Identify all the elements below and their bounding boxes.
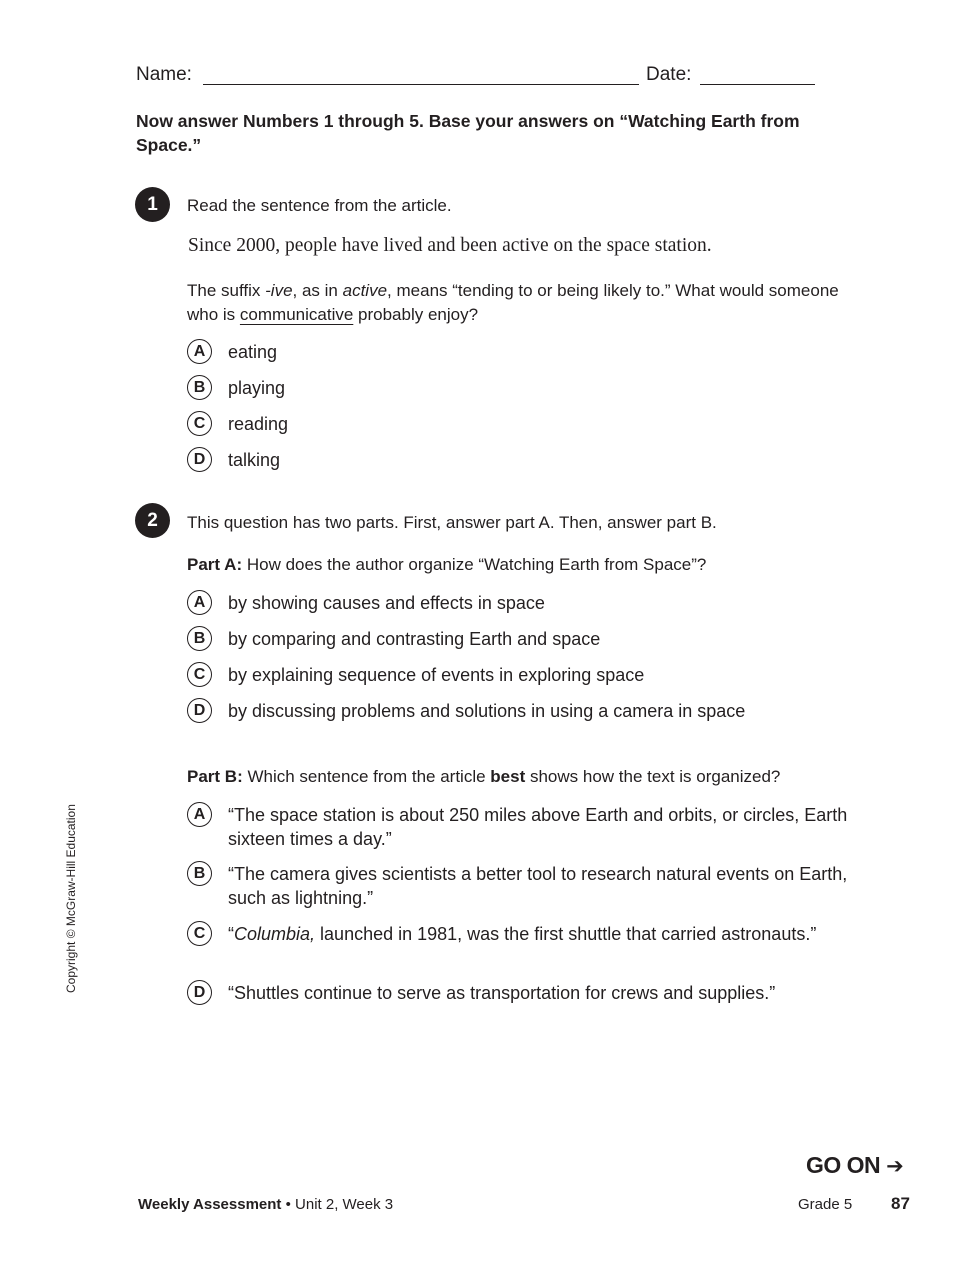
bubble-a[interactable]: A <box>187 802 212 827</box>
q2a-option-b[interactable]: B by comparing and contrasting Earth and space <box>187 627 848 651</box>
instructions: Now answer Numbers 1 through 5. Base your answers on “Watching Earth from Space.” <box>136 111 800 155</box>
bubble-c[interactable]: C <box>187 921 212 946</box>
part-a-question: Part A: How does the author organize “Watching Earth from Space”? <box>187 555 707 574</box>
bubble-b[interactable]: B <box>187 626 212 651</box>
bubble-d[interactable]: D <box>187 980 212 1005</box>
q2b-option-d[interactable]: D “Shuttles continue to serve as transportation for crews and supplies.” <box>187 981 848 1005</box>
bubble-a[interactable]: A <box>187 339 212 364</box>
q1-option-b[interactable]: B playing <box>187 376 848 400</box>
bubble-c[interactable]: C <box>187 411 212 436</box>
q2b-option-a[interactable]: A “The space station is about 250 miles above Earth and orbits, or circles, Earth sixteen times a day.” <box>187 803 848 851</box>
bubble-a[interactable]: A <box>187 590 212 615</box>
question-1-stem: The suffix -ive, as in active, means “tending to or being likely to.” What would someone who is communicative probably enjoy? <box>187 281 839 324</box>
footer-assessment: Weekly Assessment • Unit 2, Week 3 <box>138 1196 394 1213</box>
name-label: Name: <box>136 64 192 85</box>
copyright-notice: Copyright © McGraw-Hill Education <box>64 804 78 993</box>
name-field[interactable] <box>203 84 639 85</box>
date-label: Date: <box>646 64 692 85</box>
bubble-b[interactable]: B <box>187 861 212 886</box>
question-1-number: 1 <box>135 187 170 222</box>
part-b-question: Part B: Which sentence from the article best shows how the text is organized? <box>187 767 781 786</box>
question-2-prompt: This question has two parts. First, answer part A. Then, answer part B. <box>187 513 717 532</box>
target-word: communicative <box>239 305 354 324</box>
q2b-option-c[interactable]: C “Columbia, launched in 1981, was the first shuttle that carried astronauts.” <box>187 922 848 946</box>
go-on-label: GO ON ➔ <box>806 1152 904 1178</box>
question-1-prompt: Read the sentence from the article. <box>187 196 452 215</box>
arrow-right-icon: ➔ <box>886 1155 904 1178</box>
q2a-option-c[interactable]: C by explaining sequence of events in exploring space <box>187 663 848 687</box>
bubble-b[interactable]: B <box>187 375 212 400</box>
date-field[interactable] <box>700 84 815 85</box>
q1-option-c[interactable]: C reading <box>187 412 848 436</box>
q1-option-a[interactable]: A eating <box>187 340 848 364</box>
question-2-number: 2 <box>135 503 170 538</box>
footer-grade: Grade 5 <box>798 1196 853 1213</box>
bubble-c[interactable]: C <box>187 662 212 687</box>
q2b-option-b[interactable]: B “The camera gives scientists a better tool to research natural events on Earth, such as lightning.” <box>187 862 848 910</box>
bubble-d[interactable]: D <box>187 447 212 472</box>
q1-option-d[interactable]: D talking <box>187 448 848 472</box>
question-1-quote: Since 2000, people have lived and been active on the space station. <box>188 235 712 256</box>
bubble-d[interactable]: D <box>187 698 212 723</box>
q2a-option-a[interactable]: A by showing causes and effects in space <box>187 591 848 615</box>
page-number: 87 <box>891 1194 910 1213</box>
q2a-option-d[interactable]: D by discussing problems and solutions in using a camera in space <box>187 699 848 723</box>
